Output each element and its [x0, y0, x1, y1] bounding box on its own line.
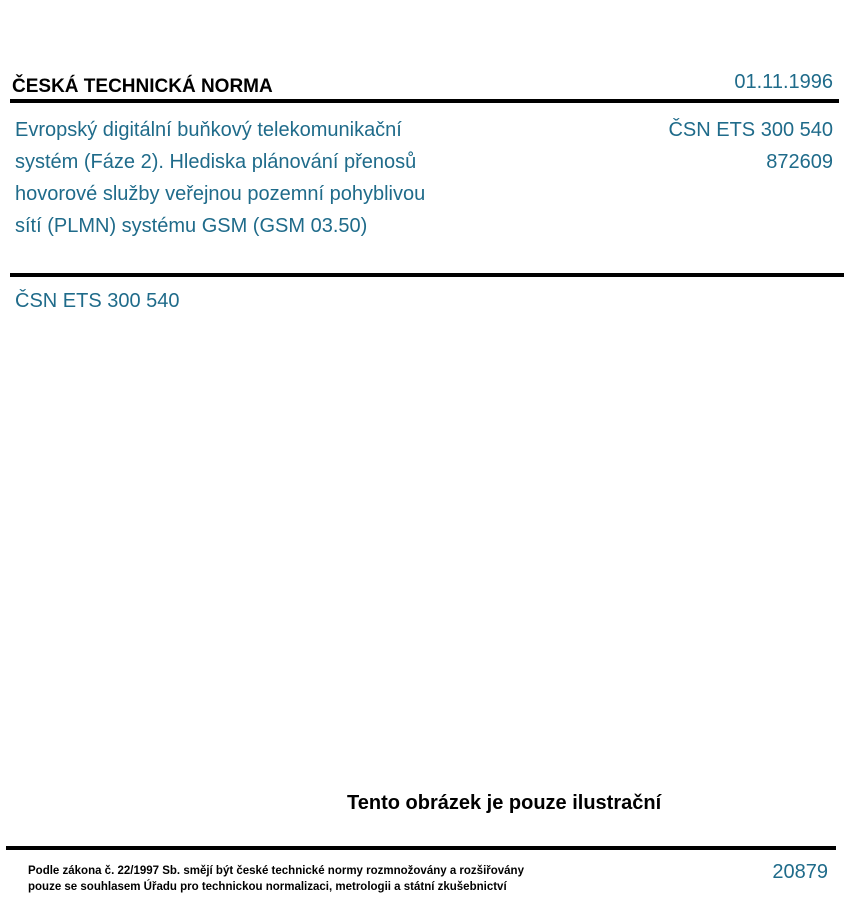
- legal-line: pouze se souhlasem Úřadu pro technickou normalizaci, metrologii a státní zkušebnictví: [28, 881, 507, 893]
- norm-heading: ČESKÁ TECHNICKÁ NORMA: [12, 76, 273, 97]
- title-line: hovorové služby veřejnou pozemní pohyblivou: [15, 183, 426, 205]
- legal-notice: [28, 863, 524, 895]
- standard-code: ČSN ETS 300 540: [668, 119, 833, 141]
- class-number: 872609: [766, 151, 833, 173]
- legal-line: Podle zákona č. 22/1997 Sb. smějí být české technické normy rozmnožovány a rozšiřovány: [28, 865, 524, 877]
- illustration-note: Tento obrázek je pouze ilustrační: [347, 792, 662, 814]
- document-title: [15, 114, 425, 242]
- title-line: Evropský digitální buňkový telekomunikační: [15, 119, 402, 141]
- divider-middle: [10, 273, 844, 277]
- divider-top: [10, 99, 839, 103]
- publication-date: 01.11.1996: [734, 71, 833, 93]
- document-number: 20879: [772, 861, 828, 883]
- title-line: systém (Fáze 2). Hlediska plánování přenosů: [15, 151, 417, 173]
- standard-identifier: [668, 114, 833, 178]
- title-line: sítí (PLMN) systému GSM (GSM 03.50): [15, 215, 368, 237]
- body-standard-code: ČSN ETS 300 540: [15, 290, 180, 312]
- divider-bottom: [6, 846, 836, 850]
